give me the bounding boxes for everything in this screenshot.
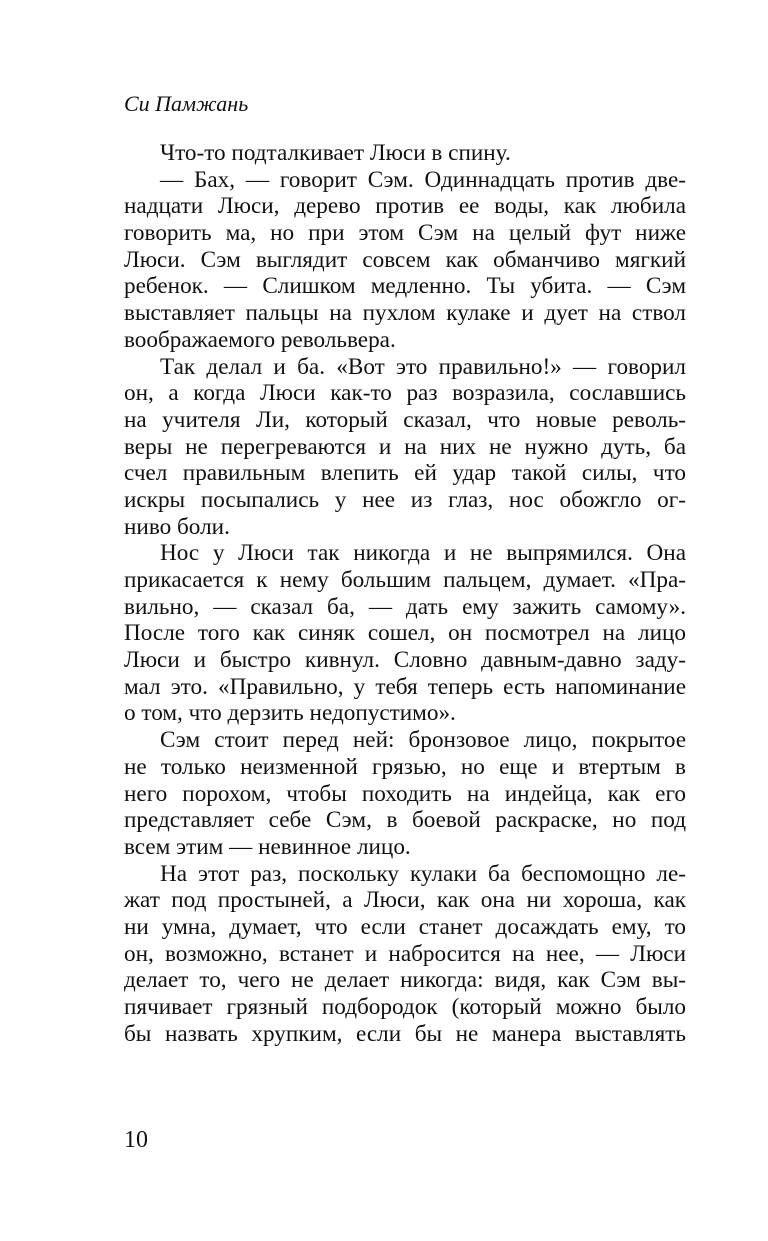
- page-number: 10: [124, 1127, 148, 1153]
- text-line: Сэм стоит перед ней: бронзовое лицо, покрытое: [160, 727, 686, 754]
- paragraph: [124, 861, 686, 1048]
- text-line: он, а когда Люси как-то раз возразила, сославшись: [124, 380, 686, 407]
- running-head: Си Памжань: [124, 91, 249, 116]
- text-line: жат под простыней, а Люси, как она ни хороша, как: [124, 887, 686, 914]
- paragraph: [124, 727, 686, 860]
- paragraph: [124, 540, 686, 727]
- text-line: всем этим — невинное лицо.: [124, 833, 411, 860]
- text-line: На этот раз, поскольку кулаки ба беспомощно ле-: [160, 860, 686, 887]
- text-line: ни умна, думает, что если станет досаждать ему, то: [124, 913, 686, 940]
- text-line: делает то, чего не делает никогда: видя, как Сэм вы-: [124, 967, 686, 994]
- text-line: не только неизменной грязью, но еще и втертым в: [124, 753, 686, 780]
- text-line: Нос у Люси так никогда и не выпрямился. Она: [160, 540, 686, 567]
- text-line: Люси и быстро кивнул. Словно давным-давно заду-: [124, 647, 686, 674]
- text-line: о том, что дерзить недопустимо».: [124, 700, 456, 727]
- text-line: вильно, — сказал ба, — дать ему зажить самому».: [124, 593, 686, 620]
- text-line: надцати Люси, дерево против ее воды, как любила: [124, 193, 686, 220]
- text-line: на учителя Ли, который сказал, что новые револь-: [124, 406, 686, 433]
- body-text: [124, 140, 686, 1047]
- text-line: веры не перегреваются и на них не нужно дуть, ба: [124, 433, 686, 460]
- text-line: искры посыпались у нее из глаз, нос обожгло ог-: [124, 486, 686, 513]
- text-line: бы назвать хрупким, если бы не манера выставлять: [124, 1020, 686, 1047]
- text-line: ниво боли.: [124, 513, 230, 540]
- text-line: прикасается к нему большим пальцем, думает. «Пра-: [124, 567, 686, 593]
- paragraph: [124, 167, 686, 354]
- text-line: него порохом, чтобы походить на индейца, как его: [124, 780, 686, 807]
- text-line: мал это. «Правильно, у тебя теперь есть напоминание: [124, 673, 686, 700]
- paragraph: [124, 354, 686, 541]
- text-line: ребенок. — Слишком медленно. Ты убита. — Сэм: [124, 273, 686, 300]
- text-line: Так делал и ба. «Вот это правильно!» — говорил: [160, 353, 686, 380]
- text-line: пячивает грязный подбородок (который можно было: [124, 994, 686, 1020]
- paragraph: [124, 140, 686, 167]
- text-line: Что-то подталкивает Люси в спину.: [160, 140, 511, 166]
- text-line: Люси. Сэм выглядит совсем как обманчиво мягкий: [124, 246, 686, 273]
- text-line: выставляет пальцы на пухлом кулаке и дует на ствол: [124, 300, 686, 327]
- text-line: После того как синяк сошел, он посмотрел на лицо: [124, 620, 686, 647]
- text-line: он, возможно, встанет и набросится на нее, — Люси: [124, 940, 686, 967]
- text-line: воображаемого револьвера.: [124, 326, 396, 353]
- text-line: представляет себе Сэм, в боевой раскраске, но под: [124, 807, 686, 834]
- text-line: говорить ма, но при этом Сэм на целый фут ниже: [124, 220, 686, 247]
- text-line: счел правильным влепить ей удар такой силы, что: [124, 460, 686, 487]
- text-line: — Бах, — говорит Сэм. Одиннадцать против две-: [160, 166, 686, 193]
